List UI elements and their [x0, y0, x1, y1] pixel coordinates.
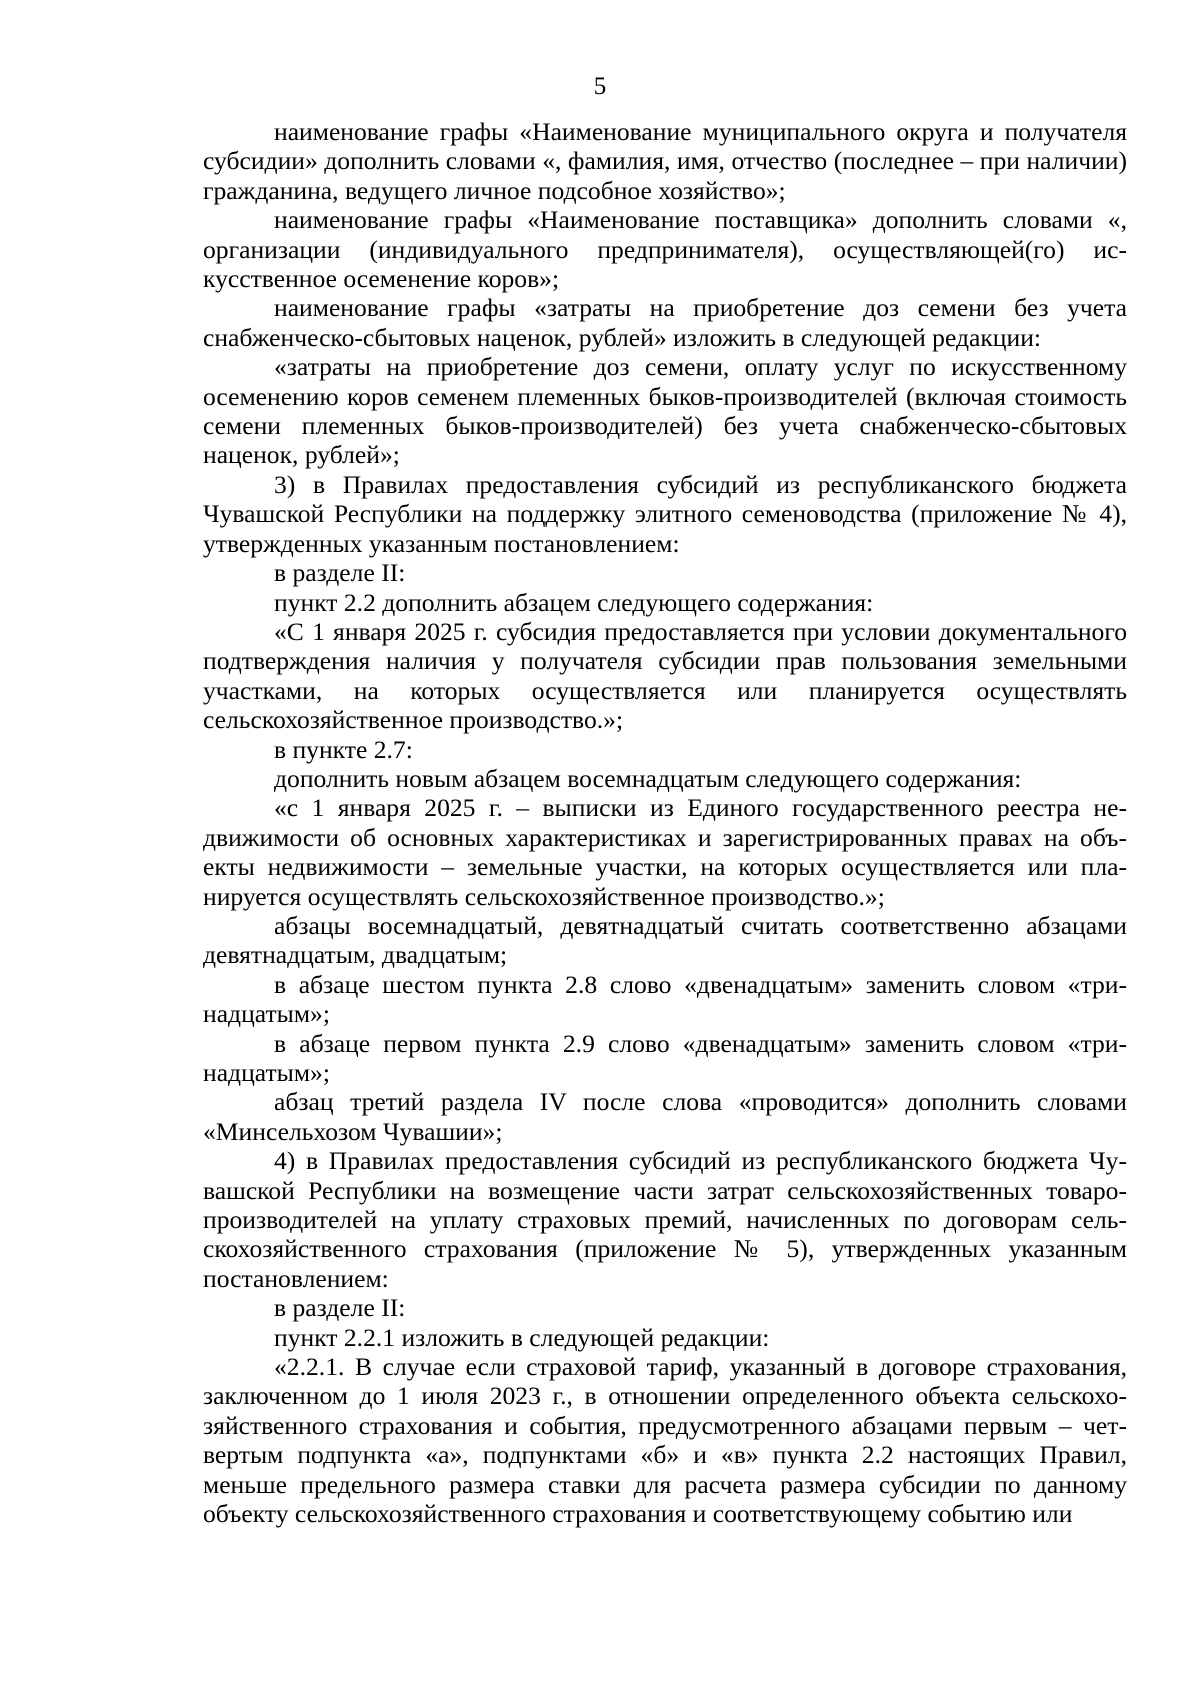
- paragraph: «с 1 января 2025 г. – выписки из Единого государственного реестра недвижимости об основных характеристиках и зарегистрированных правах на объекты недвижимости – земельные участки, на которых осуществляется или планируется осуществлять сельскохозяйственное производство.»;: [203, 793, 1127, 911]
- paragraph: в разделе II:: [274, 558, 406, 588]
- paragraph: «С 1 января 2025 г. субсидия предоставляется при условии документального подтверждения наличия у получателя субсидии прав пользования земельными участками, на которых осуществляется или планируется осуществлять сельскохозяйственное производство.»;: [203, 616, 1127, 735]
- page-number: 5: [593, 73, 607, 100]
- paragraph: 3) в Правилах предоставления субсидий из республиканского бюджета Чувашской Республики на поддержку элитного семеноводства (приложение № 4), утвержденных указанным постановлением:: [203, 469, 1127, 558]
- document-body: [203, 117, 1127, 1529]
- paragraph: 4) в Правилах предоставления субсидий из республиканского бюджета Чувашской Республики на возмещение части затрат сельскохозяйственных товаропроизводителей на уплату страховых премий, начисленных по договорам сельскохозяйственного страхования (приложение № 5), утвержденных указанным постановлением:: [203, 1146, 1127, 1293]
- paragraph: дополнить новым абзацем восемнадцатым следующего содержания:: [274, 763, 1022, 793]
- paragraph: в пункте 2.7:: [274, 734, 413, 764]
- paragraph: пункт 2.2.1 изложить в следующей редакции:: [274, 1322, 770, 1352]
- paragraph: абзацы восемнадцатый, девятнадцатый считать соответственно абзацами девятнадцатым, двадцатым;: [203, 910, 1127, 970]
- paragraph: в абзаце первом пункта 2.9 слово «двенадцатым» заменить словом «тринадцатым»;: [203, 1028, 1127, 1087]
- paragraph: абзац третий раздела IV после слова «проводится» дополнить словами «Минсельхозом Чувашии»;: [203, 1087, 1127, 1146]
- paragraph: пункт 2.2 дополнить абзацем следующего содержания:: [274, 587, 874, 617]
- paragraph: «затраты на приобретение доз семени, оплату услуг по искусственному осеменению коров семенем племенных быков-производителей (включая стоимость семени племенных быков-производителей) без учета снабженческо-сбытовых наценок, рублей»;: [203, 352, 1127, 470]
- paragraph: наименование графы «Наименование муниципального округа и получателя субсидии» дополнить словами «, фамилия, имя, отчество (последнее – при наличии) гражданина, ведущего личное подсобное хозяйство»;: [203, 117, 1127, 205]
- paragraph: наименование графы «затраты на приобретение доз семени без учета снабженческо-сбытовых наценок, рублей» изложить в следующей редакции:: [203, 293, 1127, 352]
- paragraph: в абзаце шестом пункта 2.8 слово «двенадцатым» заменить словом «тринадцатым»;: [203, 969, 1127, 1029]
- paragraph: в разделе II:: [274, 1293, 406, 1323]
- paragraph: «2.2.1. В случае если страховой тариф, указанный в договоре страхования, заключенном до 1 июля 2023 г., в отношении определенного объекта сельскохозяйственного страхования и события, предусмотренного абзацами первым – четвертым подпункта «а», подпунктами «б» и «в» пункта 2.2 настоящих Правил, меньше предельного размера ставки для расчета размера субсидии по данному объекту сельскохозяйственного страхования и соответствующему событию или: [203, 1352, 1127, 1529]
- paragraph: наименование графы «Наименование поставщика» дополнить словами «, организации (индивидуального предпринимателя), осуществляющей(го) искусственное осеменение коров»;: [203, 205, 1127, 294]
